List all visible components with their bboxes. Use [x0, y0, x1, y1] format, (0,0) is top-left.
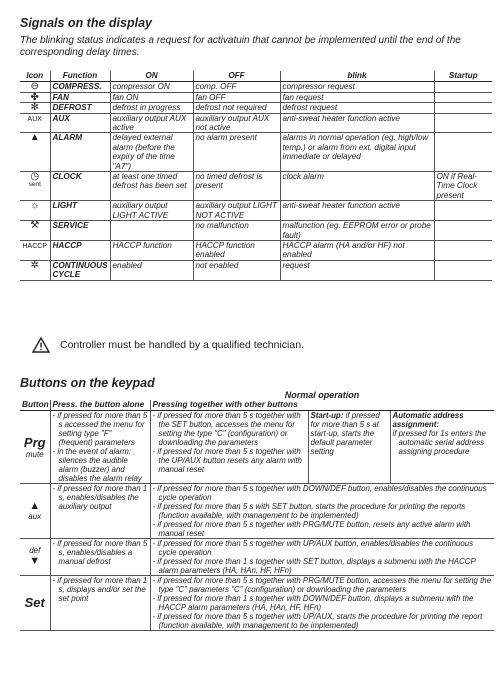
press-together-item: - if pressed for more than 5 s together with UP/AUX, starts the procedure for printing the report (function available, with management to be implemented)	[152, 611, 483, 630]
signal-function: LIGHT	[50, 201, 110, 221]
signal-startup	[434, 133, 492, 172]
press-alone	[50, 575, 150, 630]
startup-cell	[308, 410, 390, 483]
signal-startup: ON if Real-Time Clock present	[434, 172, 492, 201]
press-together-item: - if pressed for more than 5 s together with DOWN/DEF button, enables/disables the continuous cycle operation	[152, 483, 487, 502]
button-sub-label: aux	[28, 512, 42, 522]
fan-icon-glyph: ✤	[30, 92, 39, 103]
signal-startup	[434, 221, 492, 241]
signal-on: enabled	[110, 260, 193, 280]
keypad-row	[20, 575, 494, 630]
continuous-cycle-icon-glyph: ✲	[30, 260, 39, 271]
press-together-item: - if pressed for more than 5 s together with the UP/AUX button resets any alarm with manual reset	[152, 446, 302, 474]
signal-off: defrost not required	[193, 103, 280, 113]
button-label: Set	[24, 595, 45, 611]
signal-on: fan ON	[110, 92, 193, 102]
signal-row	[20, 260, 492, 280]
press-together-item: - if pressed for more than 5 s together with PRG/MUTE button, resets any active alarm with manual reset	[152, 519, 471, 538]
signal-off: no malfunction	[193, 221, 280, 241]
press-together-item: - if pressed for more than 5 s together with the SET button, accesses the menu for setting the type "C" (configuration) or downloading the parameters	[152, 410, 301, 447]
signal-on: auxiliary output AUX active	[110, 113, 193, 133]
signal-startup	[434, 113, 492, 133]
press-together-item: - if pressed for more than 5 s together with PRG/MUTE button, accesses the menu for setting the type "C" parameters "C" (configuration) or downloading the parameters	[152, 575, 492, 594]
press-together-item: - if pressed for more than 5 s together with UP/AUX button, enables/disables the continuous cycle operation	[152, 538, 474, 557]
signal-row	[20, 113, 492, 133]
startup-text: if pressed for more than 5 s at start-up, starts the default parameter setting	[310, 410, 380, 456]
signal-blink: request	[280, 260, 434, 280]
signal-off: HACCP function enabled	[193, 240, 280, 260]
signal-row	[20, 201, 492, 221]
signal-on: at least one timed defrost has been set	[110, 172, 193, 201]
signal-off: auxiliary output AUX not active	[193, 113, 280, 133]
signal-on: HACCP function	[110, 240, 193, 260]
signal-function: SERVICE	[50, 221, 110, 241]
press-together	[150, 575, 494, 630]
keypad-row	[20, 410, 494, 483]
signal-on: compressor ON	[110, 82, 193, 92]
signal-function: DEFROST	[50, 103, 110, 113]
signal-blink: HACCP alarm (HA and/or HF) not enabled	[280, 240, 434, 260]
press-together-item: - if pressed for more than 1 s together with SET button, displays a submenu with the HACCP alarm parameters (HA, HAn, HF, HFn)	[152, 556, 476, 575]
header-startup: Startup	[434, 71, 492, 82]
warning-icon	[32, 337, 50, 353]
compressor-icon-glyph: ⊖	[30, 81, 39, 93]
icon-sub-label: sent	[28, 181, 41, 189]
signal-function: HACCP	[50, 240, 110, 260]
signal-startup	[434, 240, 492, 260]
signal-on: auxiliary output LIGHT ACTIVE	[110, 201, 193, 221]
signal-blink: clock alarm	[280, 172, 434, 201]
up-arrow-icon: ▲	[29, 500, 41, 513]
header-off: OFF	[193, 71, 280, 82]
signal-off: no timed defrost is present	[193, 172, 280, 201]
startup-header: Start-up:	[310, 410, 344, 420]
wrench-icon-glyph: ⚒	[30, 220, 40, 232]
press-together	[150, 410, 308, 483]
light-icon-glyph: ☼	[30, 200, 40, 212]
signal-blink: alarms in normal operation (eg. high/low temp.) or alarm from ext. digital input immediate or delayed	[280, 133, 434, 172]
signal-row	[20, 82, 492, 92]
keypad-button	[20, 575, 50, 630]
header-together: Pressing together with other buttons	[150, 400, 494, 410]
clock-icon-glyph: ◷	[30, 171, 40, 183]
signal-off: auxiliary output LIGHT NOT ACTIVE	[193, 201, 280, 221]
defrost-icon-glyph: ✻	[30, 102, 39, 114]
auto-address-title: Automatic address assignment:	[392, 410, 464, 429]
auto-address-cell	[390, 410, 494, 483]
header-blink: blink	[280, 71, 434, 82]
aux-icon-glyph: AUX	[27, 115, 42, 123]
header-alone: Press. the button alone	[50, 400, 150, 410]
button-sub-label: def	[29, 546, 41, 556]
haccp-icon	[20, 240, 50, 260]
keypad-button	[20, 538, 50, 575]
signal-function: CONTINUOUS CYCLE	[50, 260, 110, 280]
press-together	[150, 483, 494, 538]
signal-row	[20, 221, 492, 241]
signals-table	[20, 71, 492, 281]
signal-function: ALARM	[50, 133, 110, 172]
signal-off: not enabled	[193, 260, 280, 280]
signal-on: delayed external alarm (before the expiry of the time "A7")	[110, 133, 193, 172]
signal-function: AUX	[50, 113, 110, 133]
signal-function: COMPRESS.	[50, 82, 110, 92]
keypad-button	[20, 483, 50, 538]
keypad-button	[20, 410, 50, 483]
light-icon	[20, 201, 50, 221]
alarm-icon-glyph: ▲	[29, 132, 40, 144]
signal-blink: fan request	[280, 92, 434, 102]
header-on: ON	[110, 71, 193, 82]
fan-icon	[20, 92, 50, 102]
signal-startup	[434, 103, 492, 113]
signal-row	[20, 103, 492, 113]
keypad-table	[20, 391, 494, 631]
haccp-icon-glyph: HACCP	[22, 242, 47, 250]
header-function: Function	[50, 71, 110, 82]
press-alone	[50, 538, 150, 575]
header-icon: Icon	[20, 71, 50, 82]
press-together-item: - if pressed for more than 1 s together with DOWN/DEF button, displays a submenu with the HACCP alarm parameters (HA, HAn, HF, HFn)	[152, 593, 474, 612]
signal-off: no alarm present	[193, 133, 280, 172]
signal-row	[20, 172, 492, 201]
signals-intro: The blinking status indicates a request for activatuin that cannot be implemented until the end of the corresponding delay times.	[20, 35, 461, 58]
press-alone-item: - if pressed for more than 1 s, enables/disables the auxiliary output	[52, 483, 148, 511]
wrench-icon	[20, 221, 50, 241]
clock-icon	[20, 172, 50, 201]
signal-startup	[434, 201, 492, 221]
signal-on: defrost in progress	[110, 103, 193, 113]
signal-off: comp. OFF	[193, 82, 280, 92]
signal-function: CLOCK	[50, 172, 110, 201]
warning	[32, 337, 304, 353]
alarm-icon	[20, 133, 50, 172]
press-together	[150, 538, 494, 575]
press-alone-item: - if pressed for more than 5 s, enables/disables a manual defrost	[52, 538, 148, 566]
signal-on	[110, 221, 193, 241]
signal-startup	[434, 82, 492, 92]
signal-row	[20, 240, 492, 260]
keypad-title: Buttons on the keypad	[20, 376, 155, 390]
signal-off: fan OFF	[193, 92, 280, 102]
press-alone-item: - if pressed for more than 5 s accessed the menu for setting type "F" (frequent) parameters	[52, 410, 148, 447]
aux-icon	[20, 113, 50, 133]
signal-blink: compressor request	[280, 82, 434, 92]
normal-operation-header: Normal operation	[284, 391, 360, 400]
signal-row	[20, 92, 492, 102]
header-button: Button	[22, 400, 49, 410]
signal-function: FAN	[50, 92, 110, 102]
down-arrow-icon: ▼	[29, 555, 41, 568]
signal-blink: anti-sweat heater function active	[280, 201, 434, 221]
press-alone	[50, 410, 150, 483]
signal-blink: malfunction (eg. EEPROM error or probe fault)	[280, 221, 434, 241]
button-label: Prg	[23, 434, 46, 450]
keypad-row	[20, 483, 494, 538]
signal-blink: defrost request	[280, 103, 434, 113]
press-alone	[50, 483, 150, 538]
signal-startup	[434, 260, 492, 280]
keypad-row	[20, 538, 494, 575]
signal-startup	[434, 92, 492, 102]
press-alone-item: - if pressed for more than 1 s, displays and/or set the set point	[52, 575, 148, 603]
continuous-cycle-icon	[20, 260, 50, 280]
defrost-icon	[20, 103, 50, 113]
button-sub-label: mute	[25, 449, 44, 459]
compressor-icon	[20, 82, 50, 92]
signals-title: Signals on the display	[20, 16, 152, 30]
warning-text: Controller must be handled by a qualified technician.	[60, 339, 304, 351]
auto-address-text: if pressed for 1s enters the automatic serial address assigning procedure	[392, 428, 486, 456]
press-alone-item: - in the event of alarm: silences the audible alarm (buzzer) and disables the alarm relay	[52, 446, 142, 483]
press-together-item: - if pressed for more than 5 s with SET button, starts the procedure for printing the reports (function available, with management to be implemented)	[152, 501, 466, 520]
signal-row	[20, 133, 492, 172]
signal-blink: anti-sweat heater function active	[280, 113, 434, 133]
